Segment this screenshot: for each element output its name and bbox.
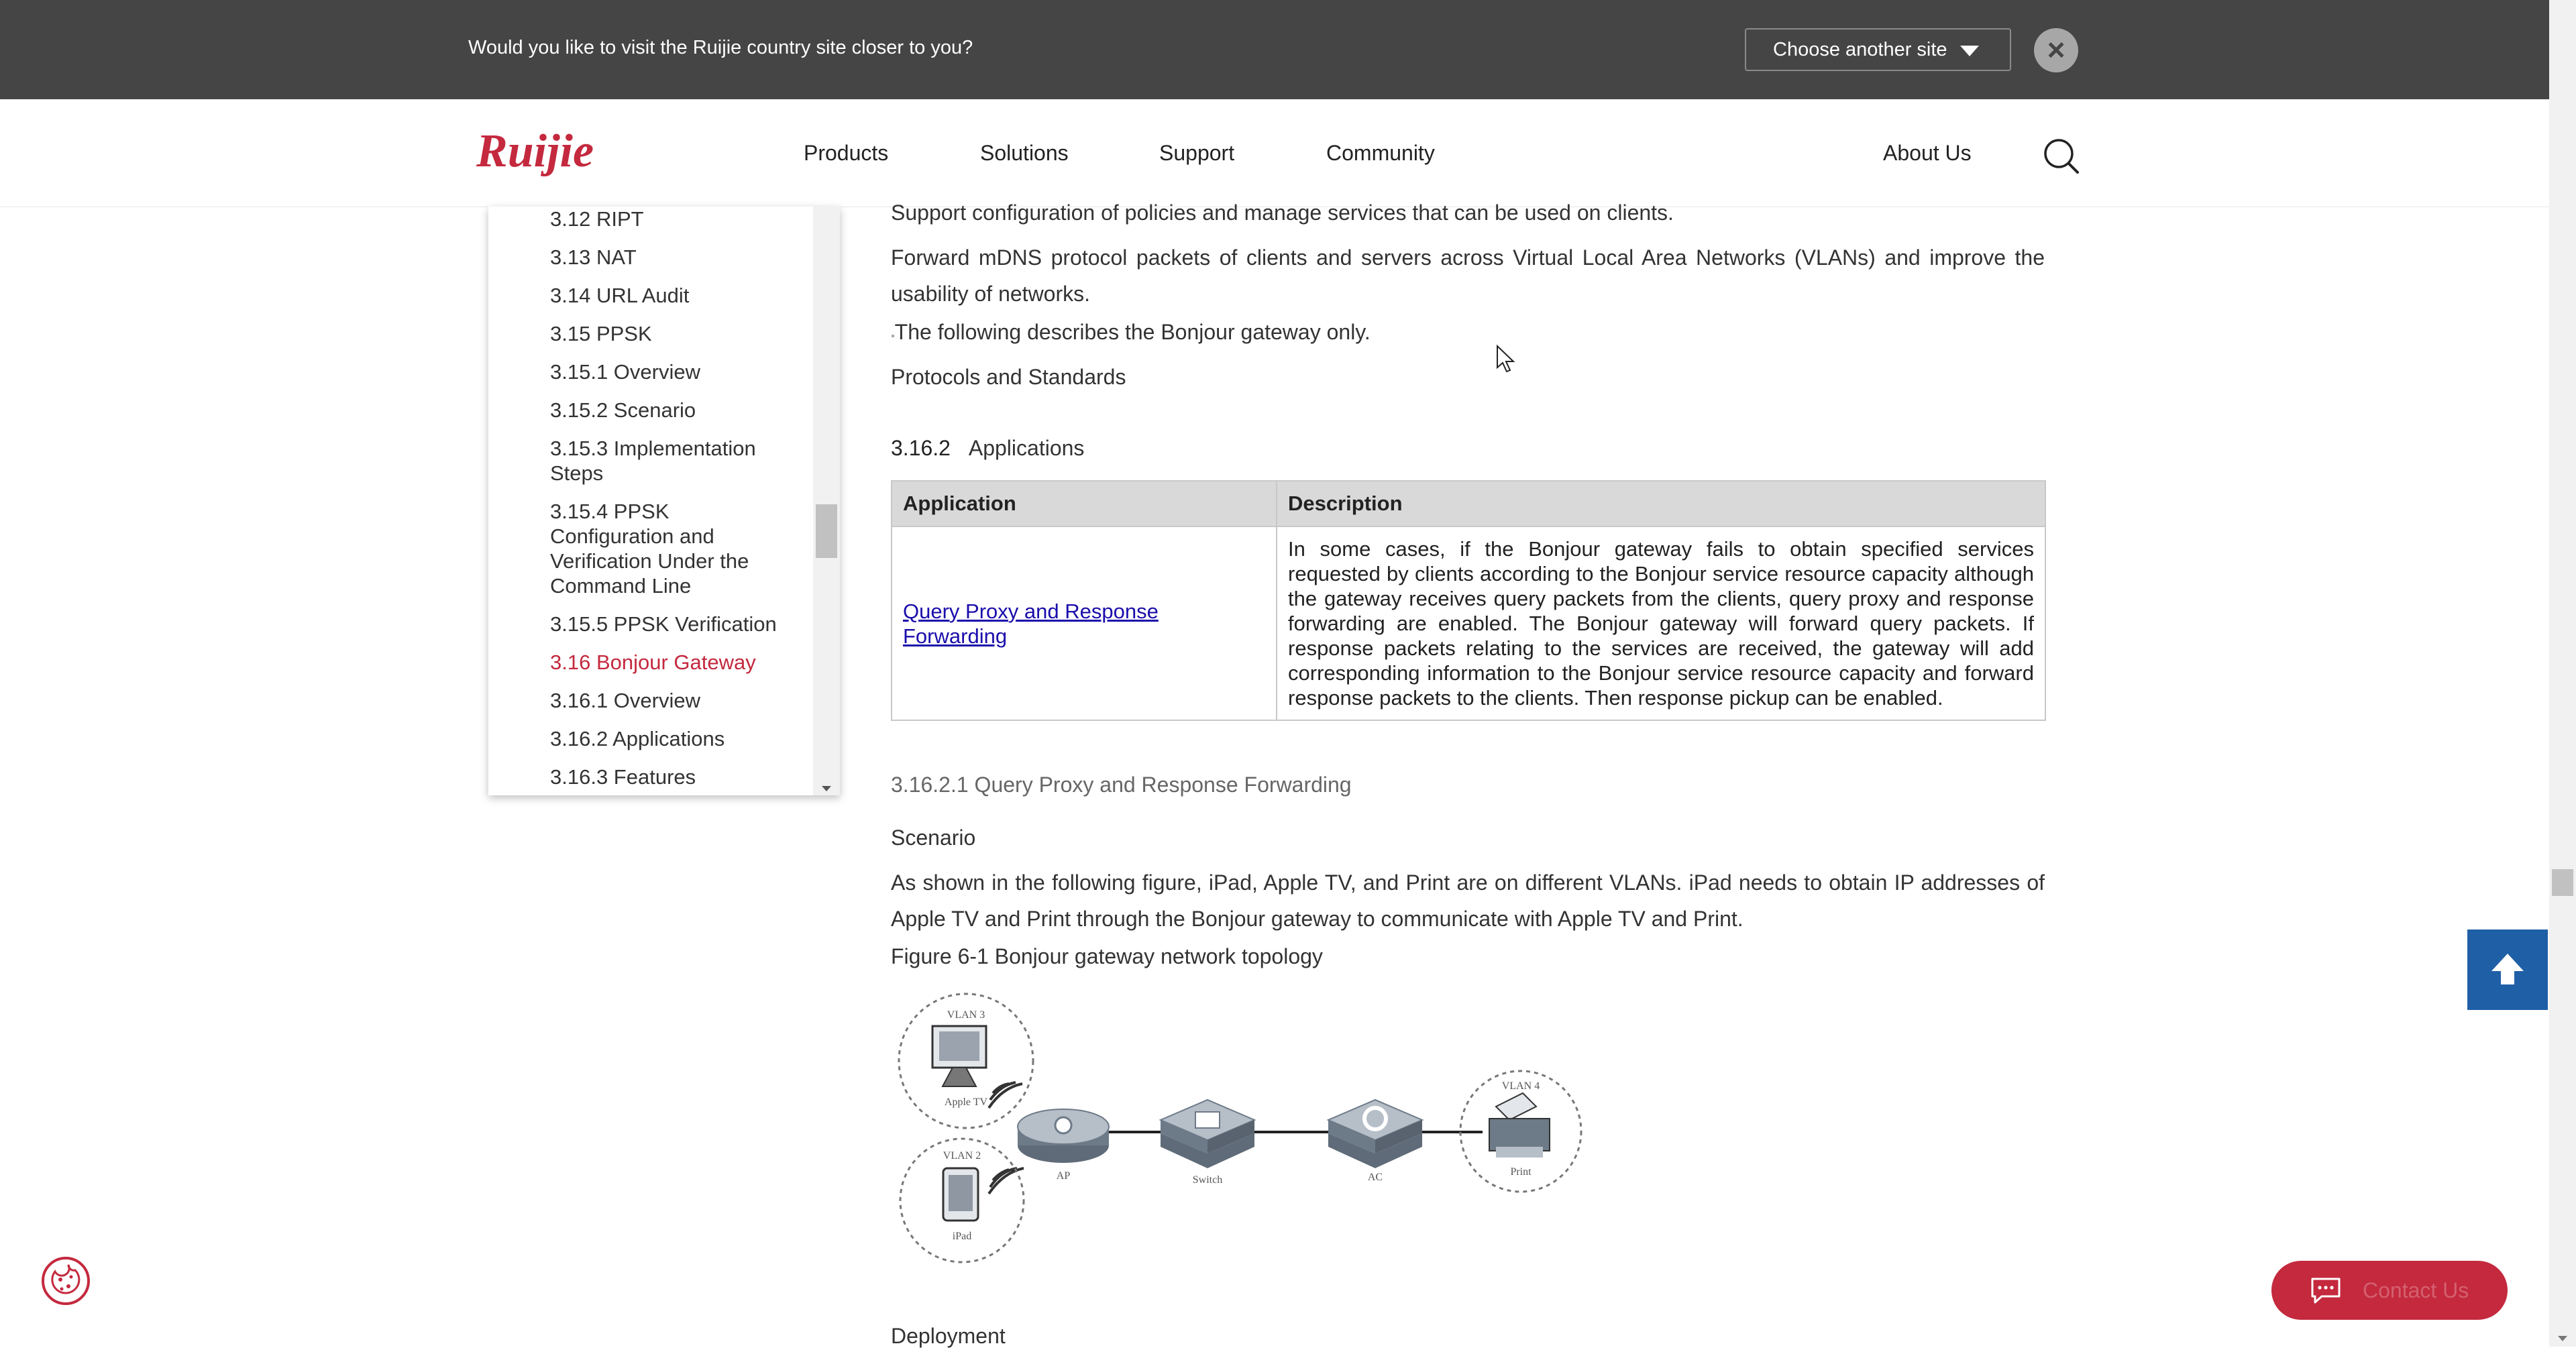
query-proxy-link[interactable]: Query Proxy and Response Forwarding bbox=[903, 599, 1159, 648]
vlan2-label: VLAN 2 bbox=[943, 1150, 981, 1162]
toc-item[interactable]: 3.15.5 PPSK Verification bbox=[550, 612, 777, 636]
note-text: The following describes the Bonjour gateway only. bbox=[894, 320, 1371, 344]
toc-item[interactable]: 3.12 RIPT bbox=[550, 207, 644, 231]
paragraph: Protocols and Standards bbox=[891, 365, 1126, 389]
nav-about-us[interactable]: About Us bbox=[1883, 141, 1972, 165]
table-row bbox=[892, 526, 2045, 720]
back-to-top-button[interactable] bbox=[2467, 929, 2548, 1010]
figure-caption: Figure 6-1 Bonjour gateway network topology bbox=[891, 944, 1323, 968]
choose-site-label: Choose another site bbox=[1773, 39, 1947, 60]
arrow-up-icon bbox=[2467, 929, 2548, 1010]
toc-scrollbar[interactable] bbox=[813, 207, 840, 795]
ruijie-logo[interactable] bbox=[475, 125, 632, 184]
table-header-description: Description bbox=[1277, 481, 2045, 526]
print-label: Print bbox=[1510, 1166, 1532, 1178]
search-icon[interactable] bbox=[2042, 137, 2080, 174]
close-banner-button[interactable] bbox=[2034, 28, 2078, 72]
apple-tv-icon bbox=[932, 1026, 986, 1086]
chevron-down-icon bbox=[1960, 46, 1979, 56]
printer-icon bbox=[1489, 1093, 1550, 1158]
nav-support[interactable]: Support bbox=[1159, 141, 1235, 165]
ap-label: AP bbox=[1056, 1170, 1071, 1182]
page-scrollbar-thumb[interactable] bbox=[2552, 869, 2573, 896]
toc-scrollbar-thumb[interactable] bbox=[816, 504, 837, 558]
scroll-down-arrow-icon[interactable] bbox=[2558, 1336, 2567, 1341]
paragraph: Forward mDNS protocol packets of clients and servers across Virtual Local Area Networks (VLANs) and improve the usability of networks. bbox=[891, 245, 2045, 306]
section-heading bbox=[891, 436, 1084, 461]
paragraph: ▪The following describes the Bonjour gateway only. bbox=[891, 320, 1371, 344]
bonjour-topology-figure bbox=[892, 993, 1590, 1267]
choose-site-dropdown[interactable] bbox=[1745, 28, 2011, 71]
subsection-heading: 3.16.2.1 Query Proxy and Response Forwarding bbox=[891, 773, 1352, 797]
banner-message: Would you like to visit the Ruijie country site closer to you? bbox=[468, 37, 973, 58]
toc-item[interactable]: 3.15.2 Scenario bbox=[550, 398, 696, 422]
contact-us-label: Contact Us bbox=[2363, 1278, 2469, 1302]
nav-community[interactable]: Community bbox=[1326, 141, 1435, 165]
nav-solutions[interactable]: Solutions bbox=[980, 141, 1069, 165]
vlan3-label: VLAN 3 bbox=[947, 1009, 985, 1021]
deployment-heading: Deployment bbox=[891, 1324, 1006, 1348]
scenario-heading: Scenario bbox=[891, 826, 976, 850]
nav-products[interactable]: Products bbox=[804, 141, 889, 165]
section-title: Applications bbox=[968, 436, 1085, 460]
toc-item[interactable]: 3.16.3 Features bbox=[550, 765, 696, 789]
paragraph: As shown in the following figure, iPad, Apple TV, and Print are on different VLANs. iPad needs to obtain IP addresses of Apple TV and Print through the Bonjour gateway to communicate with Apple TV and Print. bbox=[891, 870, 2045, 931]
toc-item[interactable]: 3.15.1 Overview bbox=[550, 360, 700, 384]
table-cell-application bbox=[892, 526, 1277, 720]
vlan4-label: VLAN 4 bbox=[1501, 1080, 1540, 1092]
apple-tv-label: Apple TV bbox=[944, 1096, 988, 1108]
toc-item[interactable]: 3.16.1 Overview bbox=[550, 689, 700, 712]
table-header-application: Application bbox=[892, 481, 1277, 526]
contact-us-button[interactable] bbox=[2271, 1261, 2508, 1320]
cookie-settings-icon[interactable] bbox=[40, 1255, 91, 1306]
toc-item[interactable]: 3.13 NAT bbox=[550, 245, 637, 269]
applications-table bbox=[891, 480, 2046, 721]
toc-item-active[interactable]: 3.16 Bonjour Gateway bbox=[550, 651, 756, 674]
toc-item[interactable]: 3.16.2 Applications bbox=[550, 727, 725, 750]
switch-label: Switch bbox=[1192, 1174, 1223, 1186]
toc-item[interactable]: 3.15.3 Implementation Steps bbox=[550, 437, 756, 485]
logo-text: Ruijie bbox=[476, 125, 594, 177]
ipad-icon bbox=[943, 1168, 978, 1221]
toc-sidebar bbox=[488, 207, 840, 795]
toc-scroll-down-icon[interactable] bbox=[822, 786, 831, 791]
section-number: 3.16.2 bbox=[891, 436, 951, 460]
country-banner bbox=[0, 0, 2549, 99]
chat-icon bbox=[2310, 1277, 2341, 1304]
ac-icon bbox=[1328, 1100, 1422, 1168]
paragraph: Support configuration of policies and manage services that can be used on clients. bbox=[891, 201, 1674, 225]
close-icon: × bbox=[2047, 32, 2065, 67]
ap-icon bbox=[1018, 1109, 1109, 1163]
ipad-label: iPad bbox=[952, 1231, 972, 1242]
toc-item[interactable]: 3.15.4 PPSK Configuration and Verification Under the Command Line bbox=[550, 500, 749, 598]
site-header bbox=[0, 99, 2549, 207]
table-cell-description: In some cases, if the Bonjour gateway fails to obtain specified services requested by clients according to the Bonjour service resource capacity although the gateway receives query packets from the clients, query proxy and response forwarding are enabled. The Bonjour gateway will forward query packets. If response packets relating to the services are received, the gateway will add corresponding information to the Bonjour service resource capacity and forward response packets to the clients. Then response pickup can be enabled. bbox=[1277, 526, 2045, 720]
switch-icon bbox=[1161, 1100, 1254, 1168]
table-header-row bbox=[892, 481, 2045, 526]
ac-label: AC bbox=[1367, 1172, 1383, 1183]
mouse-cursor-icon bbox=[1496, 345, 1516, 374]
page-scrollbar[interactable] bbox=[2549, 0, 2576, 1347]
toc-item[interactable]: 3.15 PPSK bbox=[550, 322, 652, 345]
toc-item[interactable]: 3.14 URL Audit bbox=[550, 284, 690, 307]
